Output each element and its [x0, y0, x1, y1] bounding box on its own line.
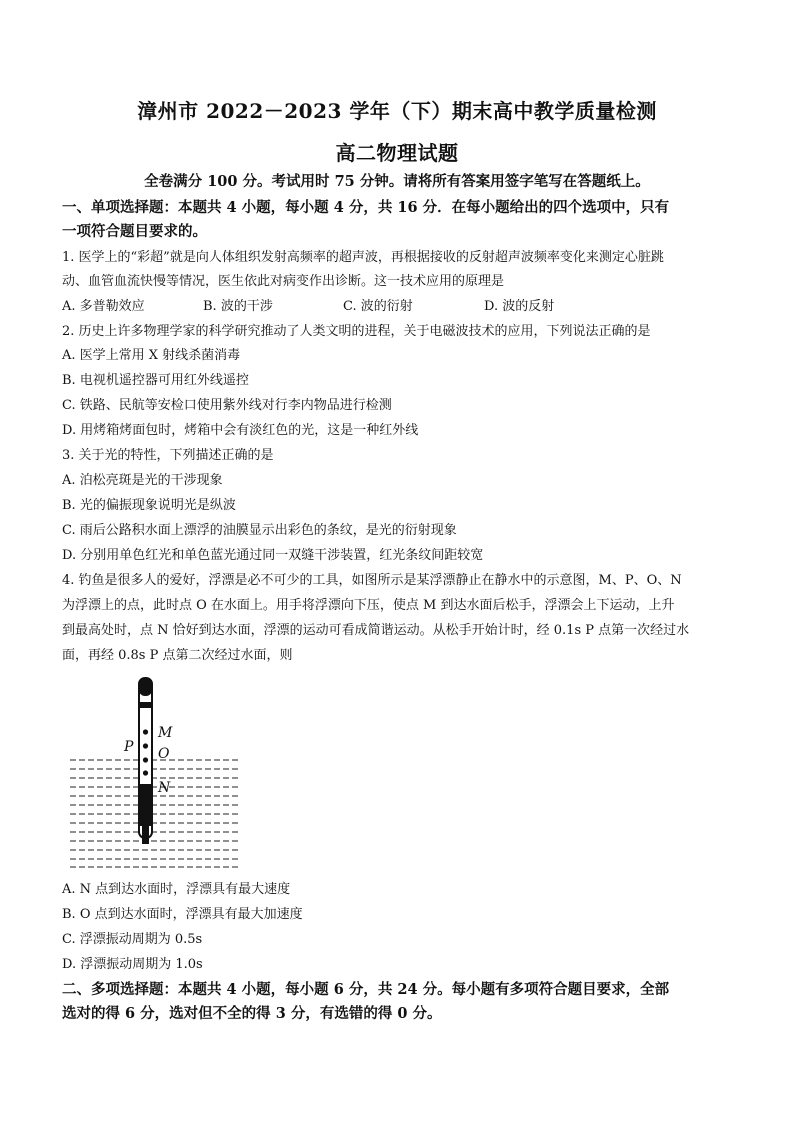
fishing-float-figure	[66, 672, 242, 872]
q2-option-d: D. 用烤箱烤面包时，烤箱中会有淡红色的光，这是一种红外线	[62, 423, 419, 438]
label-o: O	[158, 746, 170, 762]
section2-heading-line1: 二、多项选择题：本题共 4 小题，每小题 6 分，共 24 分。每小题有多项符合题目要求，全部	[62, 981, 670, 998]
q2-option-b: B. 电视机遥控器可用红外线遥控	[62, 373, 249, 388]
q3-stem: 3. 关于光的特性，下列描述正确的是	[62, 448, 274, 463]
q1-option-c: C. 波的衍射	[343, 299, 413, 314]
q2-stem: 2. 历史上许多物理学家的科学研究推动了人类文明的进程，关于电磁波技术的应用，下列说法正确的是	[62, 324, 651, 339]
q4-option-d: D. 浮漂振动周期为 1.0s	[62, 957, 203, 972]
exam-subtitle: 高二物理试题	[335, 141, 459, 165]
label-p: P	[124, 739, 134, 755]
q3-option-d: D. 分别用单色红光和单色蓝光通过同一双缝干涉装置，红光条纹间距较宽	[62, 548, 484, 563]
q3-option-c: C. 雨后公路积水面上漂浮的油膜显示出彩色的条纹，是光的衍射现象	[62, 523, 457, 538]
exam-note: 全卷满分 100 分。考试用时 75 分钟。请将所有答案用签字笔写在答题纸上。	[144, 173, 650, 190]
q2-option-c: C. 铁路、民航等安检口使用紫外线对行李内物品进行检测	[62, 398, 392, 413]
q2-option-a: A. 医学上常用 X 射线杀菌消毒	[62, 348, 241, 363]
q3-option-b: B. 光的偏振现象说明光是纵波	[62, 498, 236, 513]
section1-heading-line1: 一、单项选择题：本题共 4 小题，每小题 4 分，共 16 分．在每小题给出的四个选项中，只有	[62, 199, 670, 216]
q1-stem-line2: 动、血管血流快慢等情况，医生依此对病变作出诊断。这一技术应用的原理是	[62, 274, 505, 289]
q4-stem-line2: 为浮漂上的点，此时点 O 在水面上。用手将浮漂向下压，使点 M 到达水面后松手，浮漂会上下运动，上升	[62, 598, 675, 613]
label-n: N	[158, 780, 171, 796]
q3-option-a: A. 泊松亮斑是光的干涉现象	[62, 473, 223, 488]
section2-heading-line2: 选对的得 6 分，选对但不全的得 3 分，有选错的得 0 分。	[62, 1005, 442, 1022]
q4-option-c: C. 浮漂振动周期为 0.5s	[62, 932, 203, 947]
q4-option-b: B. O 点到达水面时，浮漂具有最大加速度	[62, 907, 303, 922]
q1-option-d: D. 波的反射	[484, 299, 555, 314]
label-m: M	[158, 725, 173, 741]
q1-option-a: A. 多普勒效应	[62, 299, 145, 314]
q4-option-a: A. N 点到达水面时，浮漂具有最大速度	[62, 882, 291, 897]
q4-stem-line3: 到最高处时，点 N 恰好到达水面，浮漂的运动可看成简谐运动。从松手开始计时，经 0.1s P 点第一次经过水	[62, 623, 690, 638]
q1-option-b: B. 波的干涉	[203, 299, 273, 314]
q4-stem-line4: 面，再经 0.8s P 点第二次经过水面，则	[62, 648, 293, 663]
q1-stem-line1: 1. 医学上的“彩超”就是向人体组织发射高频率的超声波，再根据接收的反射超声波频率变化来测定心脏跳	[62, 250, 664, 265]
water-surface-lines	[70, 760, 238, 867]
q4-stem-line1: 4. 钓鱼是很多人的爱好，浮漂是必不可少的工具，如图所示是某浮漂静止在静水中的示意图，M、P、O、N	[62, 573, 682, 588]
exam-title: 漳州市 2022－2023 学年（下）期末高中教学质量检测	[137, 99, 657, 123]
section1-heading-line2: 一项符合题目要求的。	[62, 223, 207, 240]
